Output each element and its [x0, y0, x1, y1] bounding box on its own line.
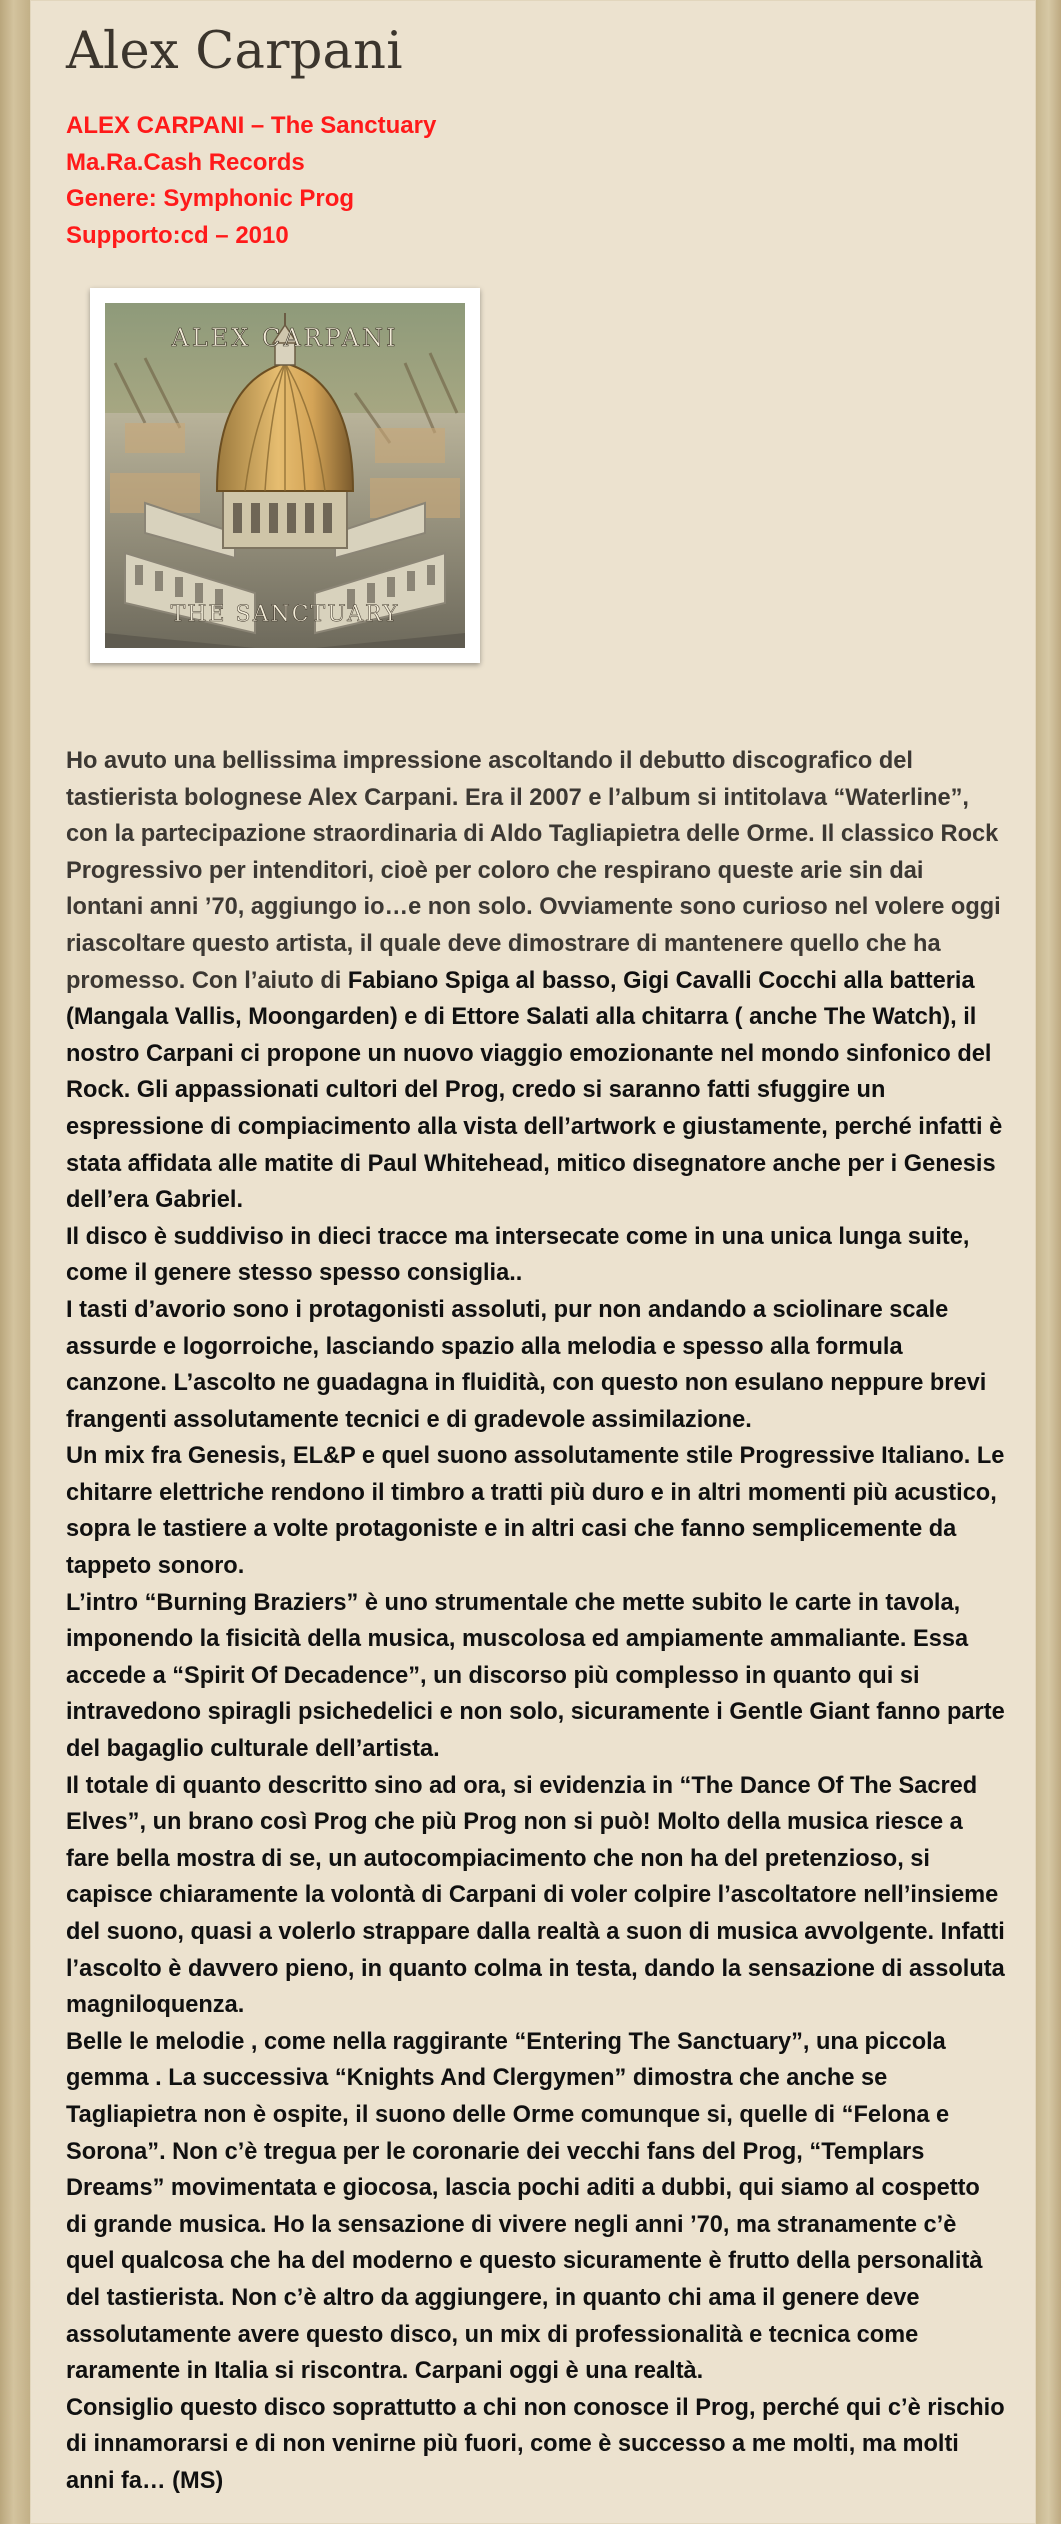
album-info-line: ALEX CARPANI – The Sanctuary	[66, 112, 437, 139]
article-paragraph: I tasti d’avorio sono i protagonisti assoluti, pur non andando a sciolinare scale assurde e logorroiche, lasciando spazio alla melodia e spesso alla formula canzone. L’ascolto ne guadagna in fluidità, con questo non esulano neppure brevi frangenti assolutamente tecnici e di gradevole assimilazione.	[66, 1296, 987, 1433]
album-info	[66, 108, 436, 254]
page-border-right	[1036, 0, 1061, 2524]
album-cover-artwork	[105, 303, 465, 648]
article-paragraph: Il disco è suddiviso in dieci tracce ma intersecate come in una unica lunga suite, come il genere stesso spesso consiglia..	[66, 1223, 970, 1287]
cover-album-text: THE SANCTUARY	[170, 602, 400, 627]
album-info-line: Supporto:cd – 2010	[66, 221, 289, 249]
article-paragraph: Belle le melodie , come nella raggirante “Entering The Sanctuary”, una piccola gemma . La successiva “Knights And Clergymen” dimostra che anche se Tagliapietra non è ospite, il suono delle Orme comunque si, quelle di “Felona e Sorona”. Non c’è tregua per le coronarie dei vecchi fans del Prog, “Templars Dreams” movimentata e giocosa, lascia pochi aditi a dubbi, qui siamo al cospetto di grande musica. Ho la sensazione di vivere negli anni ’70, ma stranamente c’è quel qualcosa che ha del moderno e questo sicuramente è frutto della personalità del tastierista. Non c’è altro da aggiungere, in quanto chi ama il genere deve assolutamente avere questo disco, un mix di professionalità e tecnica come raramente in Italia si riscontra. Carpani oggi è una realtà.	[66, 2028, 983, 2385]
article-title[interactable]: Alex Carpani	[66, 22, 403, 81]
article-intro-text-continued: Fabiano Spiga al basso, Gigi Cavalli Cocchi alla batteria (Mangala Vallis, Moongarden) e di Ettore Salati alla chitarra ( anche The Watch), il nostro Carpani ci propone un nuovo viaggio emozionante nel mondo sinfonico del Rock. Gli appassionati cultori del Prog, credo si saranno fatti sfuggire un espressione di compiacimento alla vista dell’artwork e giustamente, perché infatti è stata affidata alle matite di Paul Whitehead, mitico disegnatore anche per i Genesis dell’era Gabriel.	[66, 967, 1003, 1214]
article-paragraph: L’intro “Burning Braziers” è uno strumentale che mette subito le carte in tavola, imponendo la fisicità della musica, muscolosa ed ampiamente ammaliante. Essa accede a “Spirit Of Decadence”, un discorso più complesso in quanto qui si intravedono spiragli psichedelici e non solo, sicuramente i Gentle Giant fanno parte del bagaglio culturale dell’artista.	[66, 1589, 1005, 1763]
article-paragraph: Un mix fra Genesis, EL&P e quel suono assolutamente stile Progressive Italiano. Le chitarre elettriche rendono il timbro a tratti più duro e in altri momenti più acustico, sopra le tastiere a volte protagoniste e in altri casi che fanno semplicemente da tappeto sonoro.	[66, 1443, 1005, 1580]
article-intro-text: Ho avuto una bellissima impressione ascoltando il debutto discografico del tastierista bolognese Alex Carpani. Era il 2007 e l’album si intitolava “Waterline”, con la partecipazione straordinaria di Aldo Tagliapietra delle Orme. Il classico Rock Progressivo per intenditori, cioè per coloro che respirano queste arie sin dai lontani anni ’70, aggiungo io…e non solo. Ovviamente sono curioso nel volere oggi riascoltare questo artista, il quale deve dimostrare di mantenere quello che ha promesso. Con l’aiuto di	[66, 748, 1001, 994]
cover-artist-text: ALEX CARPANI	[171, 324, 399, 352]
article-paragraph: Consiglio questo disco soprattutto a chi non conosce il Prog, perché qui c’è rischio di innamorarsi e di non venirne più fuori, come è successo a me molti, ma molti anni fa… (MS)	[66, 2394, 1005, 2494]
article-body	[66, 743, 1006, 2500]
article-paragraph	[66, 743, 1006, 1219]
article-page	[30, 0, 1036, 2524]
album-info-line: Genere: Symphonic Prog	[66, 185, 355, 212]
article-paragraph: Il totale di quanto descritto sino ad ora, si evidenzia in “The Dance Of The Sacred Elves”, un brano così Prog che più Prog non si può! Molto della musica riesce a fare bella mostra di se, un autocompiacimento che non ha del pretenzioso, si capisce chiaramente la volontà di Carpani di voler colpire l’ascoltatore nell’insieme del suono, quasi a volerlo strappare dalla realtà a suon di musica avvolgente. Infatti l’ascolto è davvero pieno, in quanto colma in testa, dando la sensazione di assoluta magniloquenza.	[66, 1772, 1005, 2019]
page-border-left	[0, 0, 30, 2524]
album-cover-image[interactable]	[90, 288, 480, 663]
album-info-line: Ma.Ra.Cash Records	[66, 148, 305, 176]
